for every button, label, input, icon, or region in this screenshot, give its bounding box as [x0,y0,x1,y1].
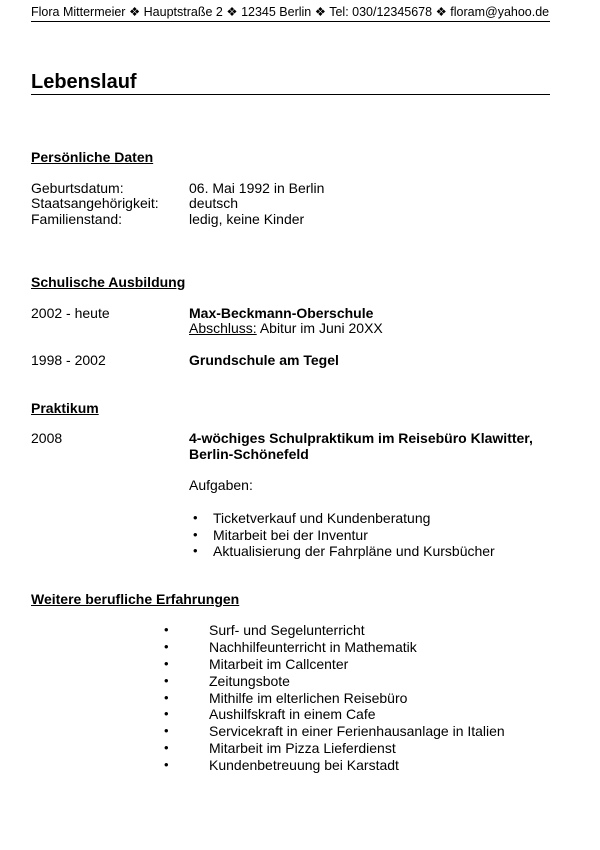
bullet-icon: • [164,723,169,738]
bullet-icon: • [164,656,169,671]
school-detail-label: Abschluss: [189,320,257,336]
school-period: 2002 - heute [31,305,110,321]
section-title-internship: Praktikum [31,400,99,416]
contact-phone: Tel: 030/12345678 [329,5,433,19]
bullet-icon: • [193,510,198,525]
bullet-icon: • [164,690,169,705]
separator-icon: ❖ [226,5,238,19]
experience-item: Servicekraft in einer Ferienhausanlage in Italien [209,723,505,739]
task-item: Ticketverkauf und Kundenberatung [213,510,431,526]
experience-item: Mithilfe im elterlichen Reisebüro [209,690,408,706]
school-detail-value: Abitur im Juni 20XX [256,320,383,336]
bullet-icon: • [193,527,198,542]
school-detail [189,320,383,336]
personal-label: Familienstand: [31,211,123,227]
separator-icon: ❖ [435,5,447,19]
bullet-icon: • [164,673,169,688]
bullet-icon: • [164,622,169,637]
separator-icon: ❖ [314,5,326,19]
experience-item: Mitarbeit im Callcenter [209,656,349,672]
bullet-icon: • [164,740,169,755]
contact-name: Flora Mittermeier [31,5,126,19]
internship-period: 2008 [31,430,63,446]
contact-email: floram@yahoo.de [450,5,550,19]
task-item: Mitarbeit bei der Inventur [213,527,368,543]
experience-item: Zeitungsbote [209,673,290,689]
section-title-personal: Persönliche Daten [31,149,154,165]
school-period: 1998 - 2002 [31,352,106,368]
bullet-icon: • [193,543,198,558]
personal-value: 06. Mai 1992 in Berlin [189,180,325,196]
bullet-icon: • [164,757,169,772]
personal-value: deutsch [189,195,239,211]
tasks-label: Aufgaben: [189,477,253,493]
contact-street: Hauptstraße 2 [143,5,223,19]
contact-city: 12345 Berlin [241,5,312,19]
experience-item: Nachhilfeunterricht in Mathematik [209,639,417,655]
school-name: Grundschule am Tegel [189,352,339,368]
personal-label: Geburtsdatum: [31,180,124,196]
personal-label: Staatsangehörigkeit: [31,195,159,211]
experience-item: Aushilfskraft in einem Cafe [209,706,376,722]
bullet-icon: • [164,706,169,721]
section-title-experience: Weitere berufliche Erfahrungen [31,591,240,607]
internship-title: 4-wöchiges Schulpraktikum im Reisebüro Klawitter, [189,430,533,446]
separator-icon: ❖ [128,5,141,19]
task-item: Aktualisierung der Fahrpläne und Kursbücher [213,543,495,559]
section-title-school: Schulische Ausbildung [31,274,186,290]
experience-item: Surf- und Segelunterricht [209,622,365,638]
experience-item: Kundenbetreuung bei Karstadt [209,757,399,773]
school-name: Max-Beckmann-Oberschule [189,305,374,321]
bullet-icon: • [164,639,169,654]
experience-item: Mitarbeit im Pizza Lieferdienst [209,740,396,756]
contact-header [31,5,550,22]
personal-value: ledig, keine Kinder [189,211,305,227]
page-title: Lebenslauf [31,70,550,95]
internship-title: Berlin-Schönefeld [189,446,309,462]
